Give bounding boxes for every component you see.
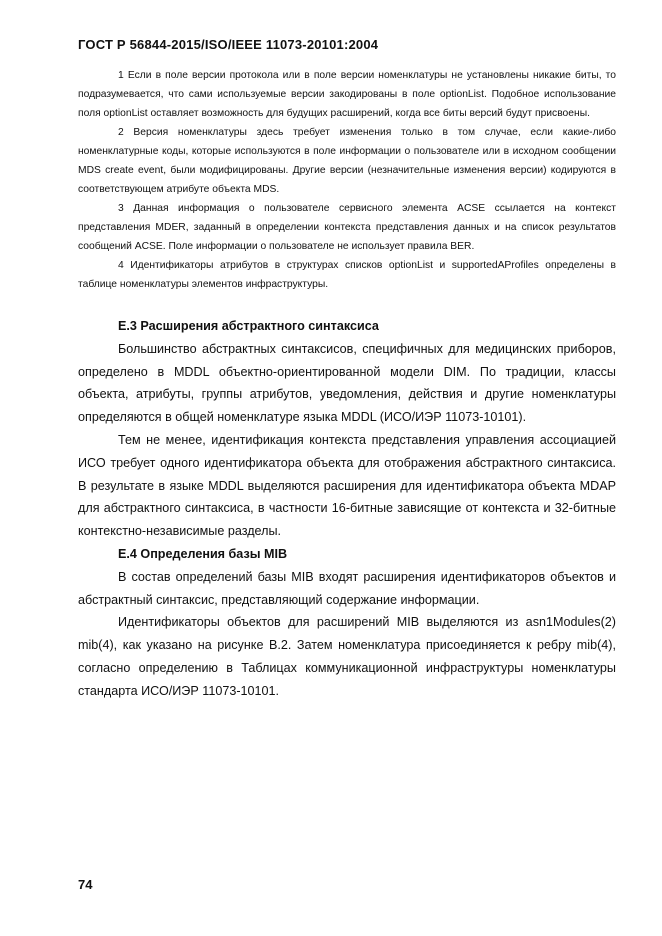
body-text (78, 315, 616, 703)
section-e3-heading: E.3 Расширения абстрактного синтаксиса (118, 319, 379, 333)
section-e3-paragraph-1: Большинство абстрактных синтаксисов, специфичных для медицинских приборов, определено в MDDL объектно-ориентированной модели DIM. По традиции, классы объекта, атрибуты, группы атрибутов, уведомления, действия и другие номенклатуры определяются в общей номенклатуре языка MDDL (ИСО/ИЭР 11073-10101). (78, 341, 616, 425)
note-3: 3 Данная информация о пользователе сервисного элемента ACSE ссылается на контекст представления MDER, заданный в определении контекста представления данных и на список результатов сообщений ACSE. Поле информации о пользователе не использует правила BER. (78, 203, 616, 252)
note-1: 1 Если в поле версии протокола или в поле версии номенклатуры не установлены никакие биты, то подразумевается, что сами используемые версии закодированы в поле optionList. Подобное использование поля optionList оставляет возможность для будущих расширений, когда все биты версий будут присвоены. (78, 70, 616, 119)
note-2: 2 Версия номенклатуры здесь требует изменения только в том случае, если какие-либо номенклатурные коды, которые используются в поле информации о пользователе или в исходном сообщении MDS create event, были модифицированы. Другие версии (незначительные изменения версии) кодируются в соответствующем атрибуте объекта MDS. (78, 127, 616, 195)
section-e4-paragraph-2: Идентификаторы объектов для расширений MIB выделяются из asn1Modules(2) mib(4), как указано на рисунке B.2. Затем номенклатура присоединяется к ребру mib(4), согласно определению в Таблицах коммуникационной инфраструктуры номенклатуры стандарта ИСО/ИЭР 11073-10101. (78, 615, 616, 698)
section-e4-heading: E.4 Определения базы MIB (118, 546, 288, 561)
section-e3-paragraph-2: Тем не менее, идентификация контекста представления управления ассоциацией ИСО требует одного идентификатора объекта для отображения абстрактного синтаксиса. В результате в языке MDDL выделяются расширения для идентификатора объекта MDAP для абстрактного синтаксиса, в частности 16-битные зависящие от контекста и 32-битные контекстно-независимые разделы. (78, 432, 616, 539)
note-4: 4 Идентификаторы атрибутов в структурах списков optionList и supportedAProfiles определены в таблице номенклатуры элементов инфраструктуры. (78, 260, 616, 290)
section-e4-paragraph-1: В состав определений базы MIB входят расширения идентификаторов объектов и абстрактный синтаксис, представляющий содержание информации. (78, 569, 616, 607)
document-header: ГОСТ Р 56844-2015/ISO/IEEE 11073-20101:2004 (78, 37, 379, 52)
notes-block (78, 66, 616, 294)
page-number: 74 (78, 877, 93, 892)
